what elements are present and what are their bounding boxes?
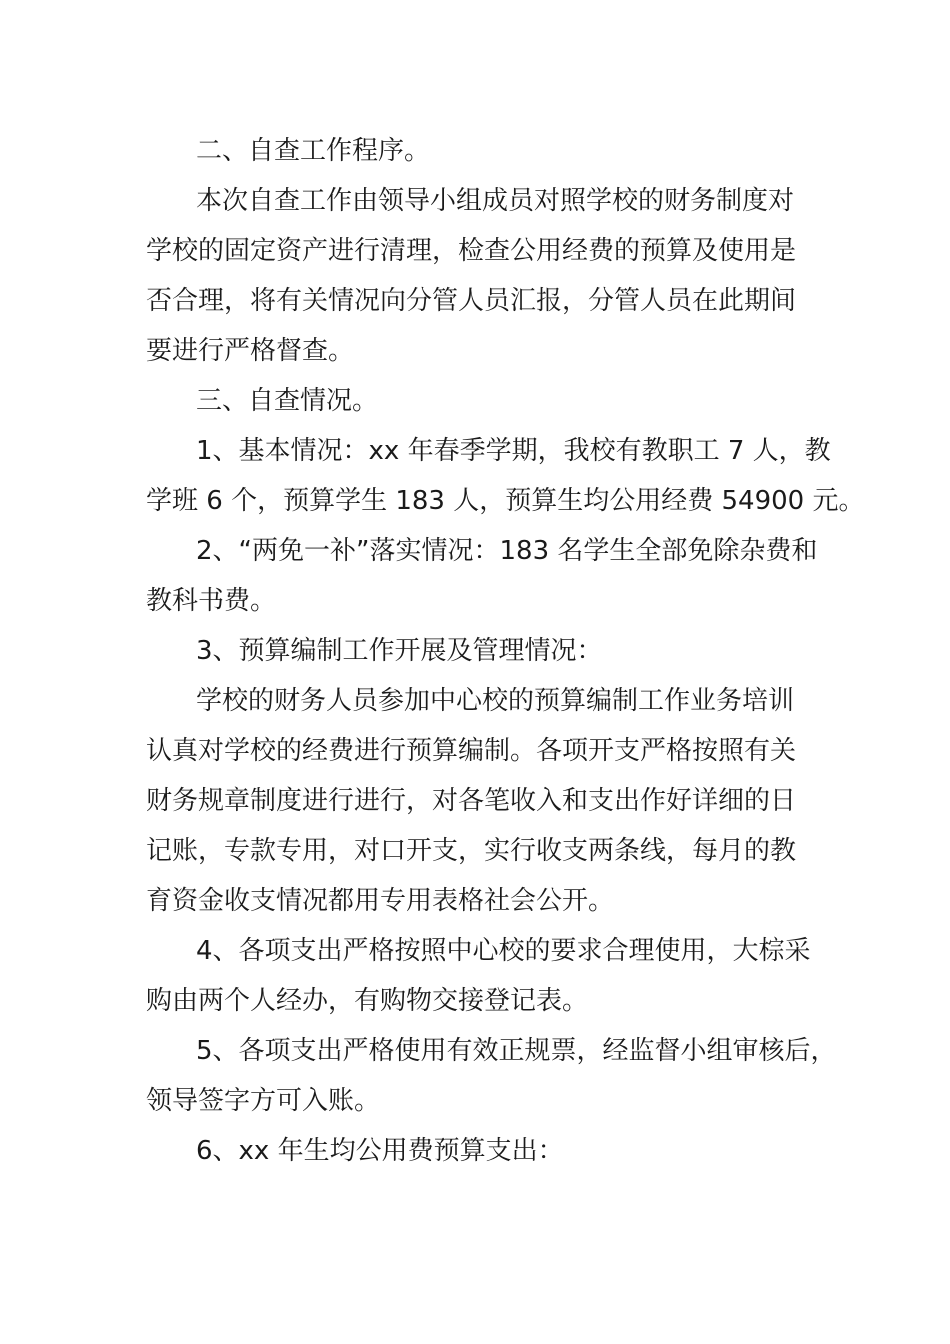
heading-self-check-status: 三、自查情况。 xyxy=(196,386,379,416)
paragraph-line: 1、基本情况：xx 年春季学期，我校有教职工 7 人，教 xyxy=(196,436,831,466)
paragraph-line: 育资金收支情况都用专用表格社会公开。 xyxy=(146,886,615,916)
paragraph-line: 6、xx 年生均公用费预算支出： xyxy=(196,1136,564,1166)
paragraph-line: 5、各项支出严格使用有效正规票，经监督小组审核后， xyxy=(196,1036,837,1066)
paragraph-line: 2、“两免一补”落实情况：183 名学生全部免除杂费和 xyxy=(196,536,818,566)
paragraph-line: 领导签字方可入账。 xyxy=(146,1086,381,1116)
paragraph-line: 教科书费。 xyxy=(146,586,277,616)
paragraph-line: 要进行严格督查。 xyxy=(146,336,355,366)
paragraph-line: 财务规章制度进行进行，对各笔收入和支出作好详细的日 xyxy=(146,786,797,816)
paragraph-line: 学班 6 个，预算学生 183 人，预算生均公用经费 54900 元。 xyxy=(146,486,865,516)
paragraph-line: 购由两个人经办，有购物交接登记表。 xyxy=(146,986,589,1016)
paragraph-line: 认真对学校的经费进行预算编制。各项开支严格按照有关 xyxy=(146,736,797,766)
paragraph-line: 本次自查工作由领导小组成员对照学校的财务制度对 xyxy=(196,186,795,216)
paragraph-line: 学校的固定资产进行清理，检查公用经费的预算及使用是 xyxy=(146,236,797,266)
heading-self-check-procedure: 二、自查工作程序。 xyxy=(196,136,431,166)
paragraph-line: 3、预算编制工作开展及管理情况： xyxy=(196,636,603,666)
paragraph-line: 否合理，将有关情况向分管人员汇报，分管人员在此期间 xyxy=(146,286,797,316)
paragraph-line: 记账，专款专用，对口开支，实行收支两条线，每月的教 xyxy=(146,836,797,866)
paragraph-line: 4、各项支出严格按照中心校的要求合理使用，大棕采 xyxy=(196,936,811,966)
paragraph-line: 学校的财务人员参加中心校的预算编制工作业务培训 xyxy=(196,686,795,716)
